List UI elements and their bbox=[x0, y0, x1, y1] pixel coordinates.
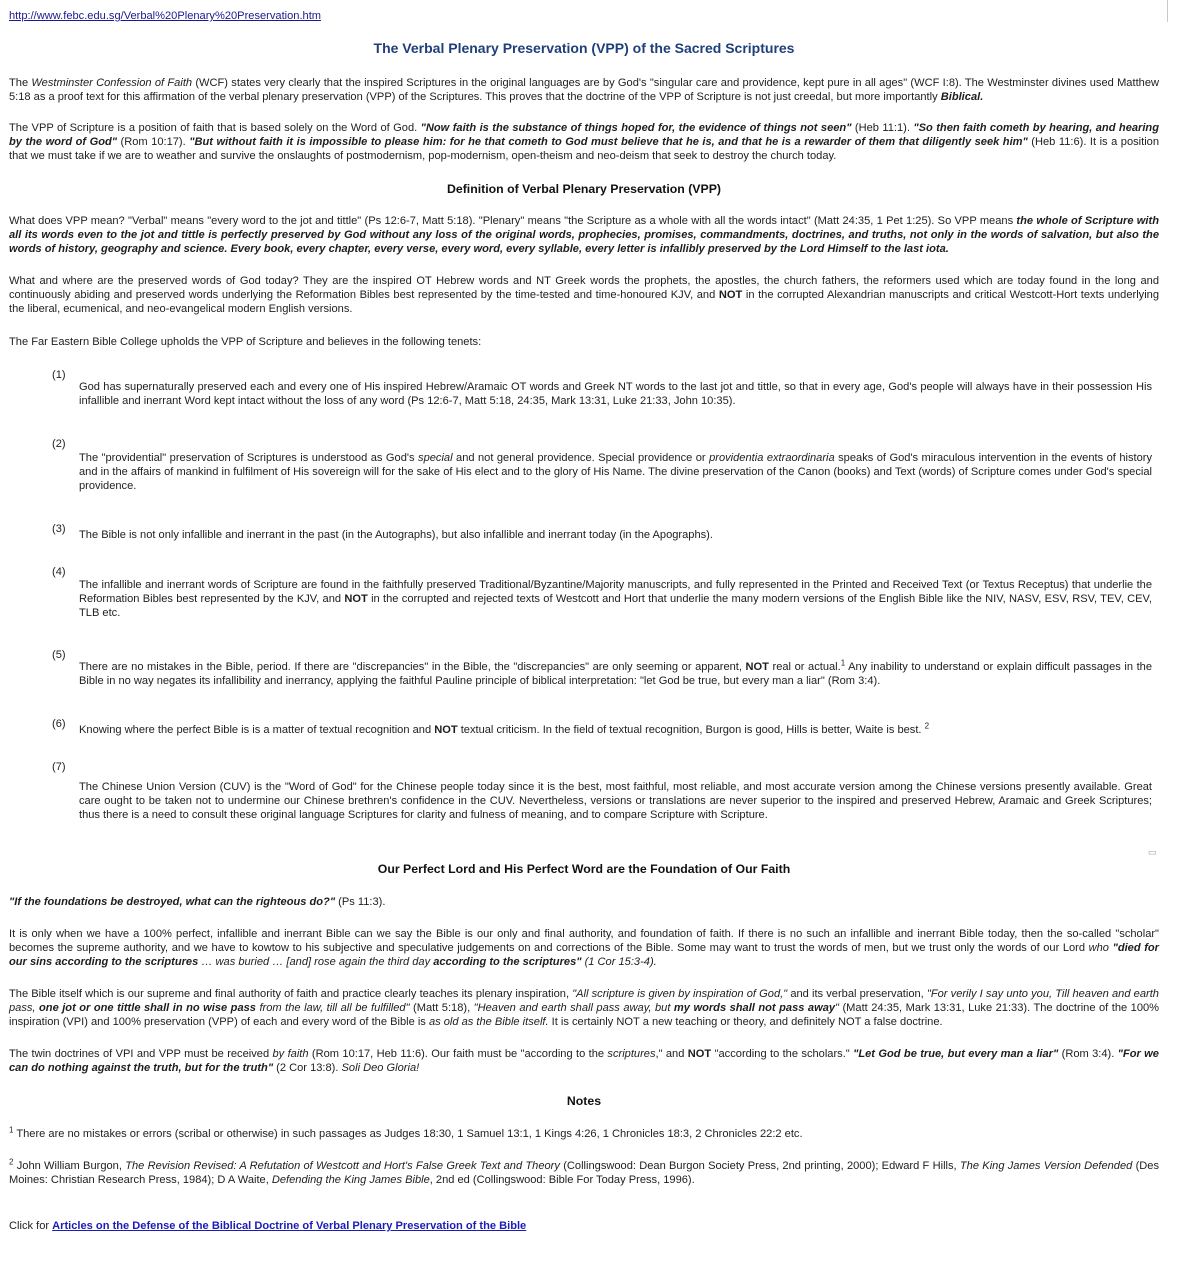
foundation-quote bbox=[9, 895, 1159, 909]
text-run: speaks of God's miraculous intervention in the events of history and in the affairs of mankind in fulfilment of His sovereign will for the sake of His elect and to the glory of His Name. The divine preservation of the Canon (books) and Text (words) of Scripture comes under God's special providence. bbox=[79, 452, 1152, 493]
text-run: The Bible itself which is our supreme and final authority of faith and practice clearly teaches its plenary inspiration, bbox=[9, 988, 573, 1000]
text-run: The twin doctrines of VPI and VPP must be received bbox=[9, 1048, 273, 1060]
tenet-number: (3) bbox=[52, 523, 66, 535]
window-edge bbox=[1167, 0, 1177, 22]
text-run: and not general providence. Special providence or bbox=[452, 452, 710, 464]
text-run: textual criticism. In the field of textual recognition, Burgon is good, Hills is better, Waite is best. bbox=[457, 724, 922, 736]
text-run: The infallible and inerrant words of Scripture are found in the faithfully preserved Traditional/Byzantine/Majority manuscripts, and fully represented in the Printed and Received Text (or Textus Receptus) that underlie the Reformation Bibles best represented by the KJV, and bbox=[79, 579, 1152, 606]
text-run: (Matt 24:35, Mark 13:31, Luke 21:33). The doctrine of the 100% inspiration (VPI) and 100% preservation (VPP) of each and every word of the Bible is bbox=[9, 1002, 1160, 1029]
text-run: (Heb 11:6). It is a position that we must take if we are to weather and survive the onslaughts of postmodernism, pop-modernism, open-theism and neo-deism that seek to destroy the church today. bbox=[9, 136, 1160, 163]
text-run: (Rom 10:17). bbox=[117, 136, 190, 149]
text-run: "For we can do nothing against the truth, but for the truth" bbox=[9, 1048, 1159, 1075]
text-run: Defending the King James Bible bbox=[271, 1174, 430, 1187]
text-run: God has supernaturally preserved each and every one of His inspired Hebrew/Aramaic OT words and Greek NT words to the last jot and tittle, so that in every age, God's people will always have in their possession His infallible and inerrant Word kept intact without the loss of any word (Ps 12:6-7, Matt 5:18, 24:35, Mark 13:31, Luke 21:33, John 10:35). bbox=[79, 381, 1152, 408]
text-run: " bbox=[835, 1002, 839, 1015]
text-run: ," and bbox=[655, 1048, 688, 1060]
tenet-number: (5) bbox=[52, 649, 66, 661]
text-run: from the law, till all be fulfilled" bbox=[255, 1002, 410, 1015]
text-run: my words shall not pass away bbox=[673, 1002, 836, 1015]
foundation-heading: Our Perfect Lord and His Perfect Word are the Foundation of Our Faith bbox=[377, 862, 791, 876]
text-run: by faith bbox=[272, 1048, 309, 1060]
text-run: real or actual. bbox=[768, 661, 841, 673]
text-run: Soli Deo Gloria! bbox=[341, 1062, 420, 1075]
text-run: The Bible is not only infallible and inerrant in the past (in the Autographs), but also infallible and inerrant today (in the Apographs). bbox=[79, 529, 713, 541]
text-run: Any inability to understand or explain difficult passages in the Bible in no way negates its infallibility and inerrancy, applying the faithful Pauline principle of biblical interpretation: "let God be true, but every man a liar" (Rom 3:4). bbox=[79, 661, 1153, 688]
text-run: "Now faith is the substance of things hoped for, the evidence of things not seen" bbox=[420, 122, 852, 134]
tenet-number: (2) bbox=[52, 438, 66, 450]
text-run: providentia extraordinaria bbox=[709, 452, 835, 464]
text-run: according to the scriptures" bbox=[433, 956, 582, 969]
text-run: The Revision Revised: A Refutation of Westcott and Hort's False Greek Text and Theory bbox=[125, 1160, 560, 1172]
text-run: John William Burgon, bbox=[13, 1160, 126, 1172]
text-run: It is certainly NOT a new teaching or theory, and definitely NOT a false doctrine. bbox=[548, 1016, 943, 1029]
definition-paragraph-2 bbox=[9, 274, 1159, 317]
text-run: (WCF) states very clearly that the inspired Scriptures in the original languages are by God's "singular care and providence, kept pure in all ages" (WCF I:8). The Westminster divines used Matthew 5:18 as a proof text for this affirmation of the verbal plenary preservation (VPP) of the Scriptures. This proves that the doctrine of the VPP of Scripture is not just creedal, but more importantly bbox=[9, 77, 1159, 104]
text-run: "died for our sins bbox=[9, 942, 1159, 969]
text-run: The Chinese Union Version (CUV) is the "Word of God" for the Chinese people today since it is the best, most faithful, most reliable, and most accurate version among the Chinese versions presently available. Great care ought to be taken not to undermine our Chinese brethren's confidence in the CUV. Nevertheless, versions or translations are never superior to the inspired and preserved Hebrew, Aramaic and Greek Scriptures; thus there is a need to consult these original language Scriptures for clarity and fulness of meaning, and to compare Scripture with Scripture. bbox=[79, 781, 1152, 822]
tenet-number: (1) bbox=[52, 369, 66, 381]
foundation-paragraph-1 bbox=[9, 927, 1159, 970]
text-run: who bbox=[1088, 942, 1113, 955]
tenet-text bbox=[79, 723, 1152, 737]
text-run: NOT bbox=[434, 724, 458, 736]
text-run: special bbox=[418, 452, 453, 464]
text-run: NOT bbox=[344, 593, 368, 606]
footnote-marker: 2 bbox=[924, 721, 930, 731]
text-run: Knowing where the perfect Bible is is a matter of textual recognition and bbox=[79, 724, 435, 736]
text-run: (Collingswood: Dean Burgon Society Press, 2nd printing, 2000); Edward F Hills, bbox=[559, 1160, 960, 1172]
text-run: "So then faith cometh by hearing, and hearing by the word of God" bbox=[9, 122, 1159, 149]
definition-paragraph-3: The Far Eastern Bible College upholds the VPP of Scripture and believes in the following tenets: bbox=[9, 336, 482, 348]
text-run: the whole of Scripture with all its words even to the jot and tittle is perfectly preserved by God without any loss of the original words, prophecies, promises, commandments, doctrines, and truths, not only in the words of salvation, but also the words of history, geography and science. Every book, every chapter, every verse, every word, every syllable, every letter is infallibly preserved by the Lord Himself to the last iota. bbox=[9, 215, 1159, 256]
intro-paragraph-2 bbox=[9, 121, 1159, 164]
tenet-text bbox=[79, 451, 1152, 494]
text-run: Biblical. bbox=[940, 91, 984, 104]
footnote-2 bbox=[9, 1159, 1159, 1187]
text-run: one jot or one tittle shall in no wise pass bbox=[39, 1002, 256, 1015]
text-run: (Heb 11:1). bbox=[851, 122, 914, 134]
text-run: "Let God be true, but every man a liar" bbox=[853, 1048, 1059, 1060]
foundation-paragraph-2 bbox=[9, 987, 1159, 1030]
text-run: (Rom 3:4). bbox=[1058, 1048, 1118, 1060]
text-run: in the corrupted Alexandrian manuscripts and critical Westcott-Hort texts underlying the liberal, ecumenical, and neo-evangelical modern English versions. bbox=[9, 289, 1160, 316]
text-run: as old as the Bible itself. bbox=[428, 1016, 549, 1029]
footnote-marker: 1 bbox=[840, 658, 846, 668]
tenet-number: (4) bbox=[52, 566, 66, 578]
footer-line bbox=[9, 1219, 1159, 1233]
text-run: There are no mistakes or errors (scribal or otherwise) in such passages as Judges 18:30, 1 Samuel 13:1, 1 Kings 4:26, 1 Chronicles 18:3, 2 Chronicles 22:2 etc. bbox=[13, 1128, 803, 1140]
text-run: "All scripture is given by inspiration of God," bbox=[572, 988, 788, 1000]
text-run: The bbox=[9, 77, 32, 89]
text-run: NOT bbox=[687, 1048, 712, 1060]
footer-prefix: Click for bbox=[9, 1220, 53, 1232]
text-run: The King James Version Defended bbox=[959, 1160, 1133, 1172]
text-run: (Matt 5:18), bbox=[409, 1002, 474, 1015]
text-run: , 2nd ed (Collingswood: Bible For Today Press, 1996). bbox=[429, 1174, 695, 1187]
text-run: "If the foundations be destroyed, what can the righteous do?" bbox=[9, 896, 336, 908]
footnote-marker: 1 bbox=[9, 1125, 14, 1135]
text-run: What and where are the preserved words of God today? They are the inspired OT Hebrew words and NT Greek words the prophets, the apostles, the church fathers, the reformers used which are today found in the long and continuously abiding and preserved words underlying the Reformation Bibles best represented by the time-tested and time-honoured KJV, and bbox=[9, 275, 1159, 302]
tenet-number: (7) bbox=[52, 761, 66, 773]
footnote-1 bbox=[9, 1127, 1159, 1141]
tenet-text bbox=[79, 578, 1152, 621]
text-run: "For verily I say unto you, Till heaven and earth pass, bbox=[9, 988, 1159, 1015]
text-run: (1 Cor 15:3-4). bbox=[581, 956, 657, 969]
text-run: It is only when we have a 100% perfect, infallible and inerrant Bible can we say the Bible is our only and final authority, and foundation of faith. If there is no such an infallible and inerrant Bible today, then the so-called "scholar" becomes the supreme authority, and we have to kowtow to his subjective and speculative judgements on and corrections of the Bible. Some may want to trust the words of men, but we trust only the words of our Lord bbox=[9, 928, 1159, 955]
text-run: Westminster Confession of Faith bbox=[31, 77, 193, 89]
text-run: There are no mistakes in the Bible, period. If there are "discrepancies" in the Bible, the "discrepancies" are only seeming or apparent, bbox=[79, 661, 746, 673]
page-title: The Verbal Plenary Preservation (VPP) of the Sacred Scriptures bbox=[373, 40, 795, 56]
text-run: What does VPP mean? "Verbal" means "every word to the jot and tittle" (Ps 12:6-7, Matt 5:18). "Plenary" means "the Scripture as a whole with all the words intact" (Matt 24:35, 1 Pet 1:25). So VPP means bbox=[9, 215, 1017, 227]
text-run: The "providential" preservation of Scriptures is understood as God's bbox=[79, 452, 419, 464]
tenet-number: (6) bbox=[52, 718, 66, 730]
text-run: The VPP of Scripture is a position of faith that is based solely on the Word of God. bbox=[9, 122, 421, 134]
text-run: (Des Moines: Christian Research Press, 1984); D A Waite, bbox=[9, 1160, 1159, 1187]
source-url-link[interactable]: http://www.febc.edu.sg/Verbal%20Plenary%20Preservation.htm bbox=[9, 10, 322, 22]
text-run: (Ps 11:3). bbox=[335, 896, 386, 908]
text-run: according to the scriptures bbox=[55, 956, 199, 969]
tenet-text bbox=[79, 660, 1152, 688]
definition-heading: Definition of Verbal Plenary Preservation (VPP) bbox=[446, 182, 722, 196]
text-run: … was buried … [and] rose again the third day bbox=[198, 956, 434, 969]
text-run: NOT bbox=[745, 661, 769, 673]
tenet-text bbox=[79, 380, 1152, 408]
footnote-marker: 2 bbox=[9, 1157, 14, 1167]
definition-paragraph-1 bbox=[9, 214, 1159, 257]
text-run: (Rom 10:17, Heb 11:6). Our faith must be "according to the bbox=[308, 1048, 608, 1060]
intro-paragraph-1 bbox=[9, 76, 1159, 104]
text-run: in the corrupted and rejected texts of Westcott and Hort that underlie the many modern versions of the English Bible like the NIV, NASV, ESV, RSV, TEV, CEV, TLB etc. bbox=[79, 593, 1152, 620]
text-run: scriptures bbox=[607, 1048, 656, 1060]
text-run: and its verbal preservation, bbox=[787, 988, 927, 1000]
text-cursor-icon: ▭ bbox=[1148, 847, 1157, 857]
text-run: "according to the scholars." bbox=[711, 1048, 854, 1060]
articles-link[interactable]: Articles on the Defense of the Biblical Doctrine of Verbal Plenary Preservation of the Bible bbox=[52, 1220, 527, 1232]
notes-heading: Notes bbox=[566, 1094, 602, 1108]
tenet-text bbox=[79, 780, 1152, 823]
text-run: "But without faith it is impossible to please him: for he that cometh to God must believe that he is, and that he is a rewarder of them that diligently seek him" bbox=[189, 136, 1028, 149]
text-run: "Heaven and earth shall pass away, but bbox=[473, 1002, 674, 1015]
text-run: (2 Cor 13:8). bbox=[273, 1062, 342, 1075]
foundation-paragraph-3 bbox=[9, 1047, 1159, 1075]
tenet-text bbox=[79, 528, 1152, 542]
text-run: NOT bbox=[718, 289, 743, 302]
